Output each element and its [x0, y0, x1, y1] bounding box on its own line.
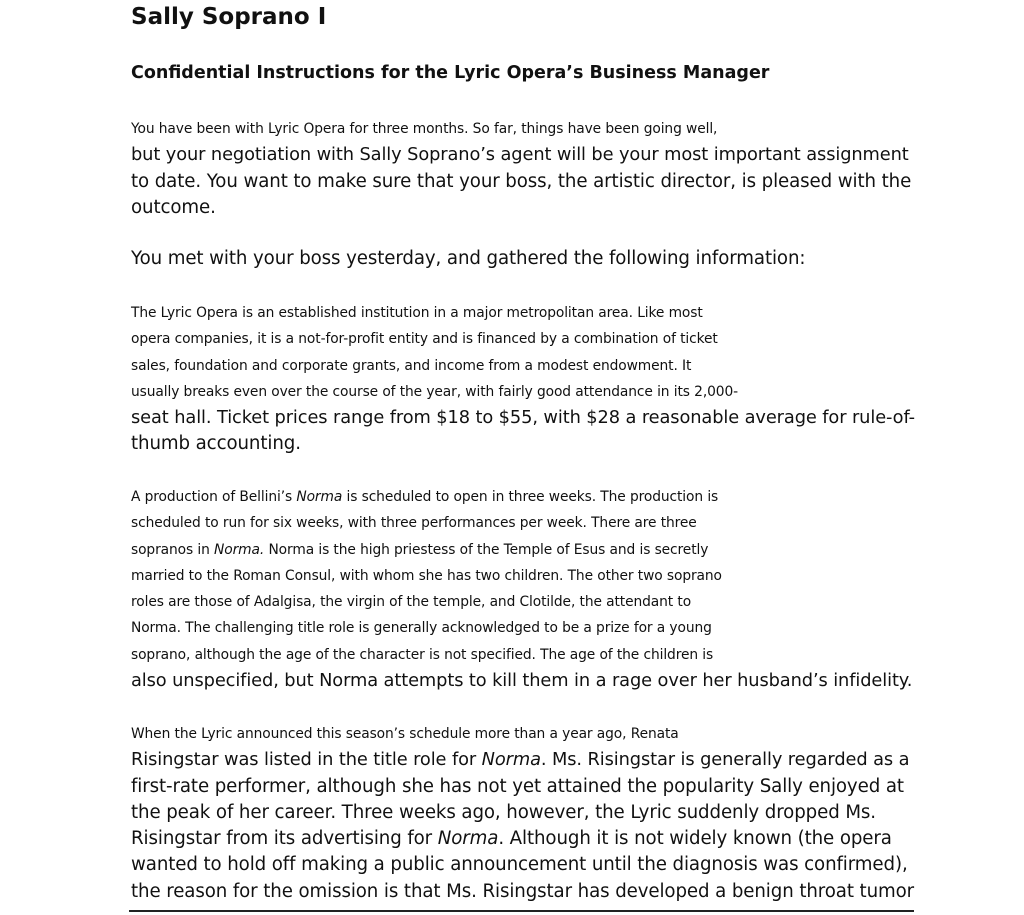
text-line: You have been with Lyric Opera for three months. So far, things have been going well,: [131, 121, 718, 137]
paragraph-lyric-opera: [131, 300, 915, 458]
paragraph-meeting: [131, 246, 805, 272]
text-line: the reason for the omission is that Ms. Risingstar has developed a benign throat tumor: [131, 880, 915, 902]
paragraph-intro: [131, 116, 911, 221]
text-line: opera companies, it is a not-for-profit entity and is financed by a combination of ticket: [131, 331, 718, 348]
text-line: usually breaks even over the course of the year, with fairly good attendance in its 2,000-: [131, 383, 739, 400]
document-subtitle: Confidential Instructions for the Lyric Opera’s Business Manager: [131, 63, 770, 83]
text-line: also unspecified, but Norma attempts to kill them in a rage over her husband’s infidelity.: [131, 670, 913, 692]
text-line: soprano, although the age of the character is not specified. The age of the children is: [131, 646, 714, 663]
text-line: When the Lyric announced this season’s schedule more than a year ago, Renata: [131, 726, 679, 742]
text-line: wanted to hold off making a public announcement until the diagnosis was confirmed),: [131, 854, 908, 876]
text-line: outcome.: [131, 196, 216, 218]
paragraph-risingstar: [131, 721, 914, 905]
text-line: You met with your boss yesterday, and gathered the following information:: [131, 248, 806, 269]
text-line: roles are those of Adalgisa, the virgin of the temple, and Clotilde, the attendant to: [131, 594, 692, 611]
page-bottom-rule: [129, 910, 914, 912]
text-line: Norma. The challenging title role is generally acknowledged to be a prize for a young: [131, 620, 712, 637]
document-title: Sally Soprano I: [131, 4, 327, 30]
text-line: scheduled to run for six weeks, with three performances per week. There are three: [131, 515, 697, 532]
text-line: first-rate performer, although she has not yet attained the popularity Sally enjoyed at: [131, 775, 904, 797]
text-line: A production of Bellini’s Norma is scheduled to open in three weeks. The production is: [131, 489, 719, 505]
text-line: Risingstar was listed in the title role for Norma. Ms. Risingstar is generally regarded as a: [131, 749, 910, 771]
text-line: seat hall. Ticket prices range from $18 to $55, with $28 a reasonable average for rule-of-: [131, 407, 915, 429]
text-line: the peak of her career. Three weeks ago, however, the Lyric suddenly dropped Ms.: [131, 801, 876, 823]
text-line: The Lyric Opera is an established institution in a major metropolitan area. Like most: [131, 305, 703, 321]
text-line: sopranos in Norma. Norma is the high priestess of the Temple of Esus and is secretly: [131, 541, 709, 558]
text-line: sales, foundation and corporate grants, and income from a modest endowment. It: [131, 357, 692, 374]
text-line: married to the Roman Consul, with whom she has two children. The other two soprano: [131, 567, 722, 584]
text-line: Risingstar from its advertising for Norma. Although it is not widely known (the opera: [131, 828, 892, 850]
paragraph-norma-production: [131, 484, 912, 694]
text-line: to date. You want to make sure that your boss, the artistic director, is pleased with the: [131, 170, 912, 192]
text-line: thumb accounting.: [131, 433, 301, 455]
text-line: but your negotiation with Sally Soprano’s agent will be your most important assignment: [131, 144, 909, 166]
